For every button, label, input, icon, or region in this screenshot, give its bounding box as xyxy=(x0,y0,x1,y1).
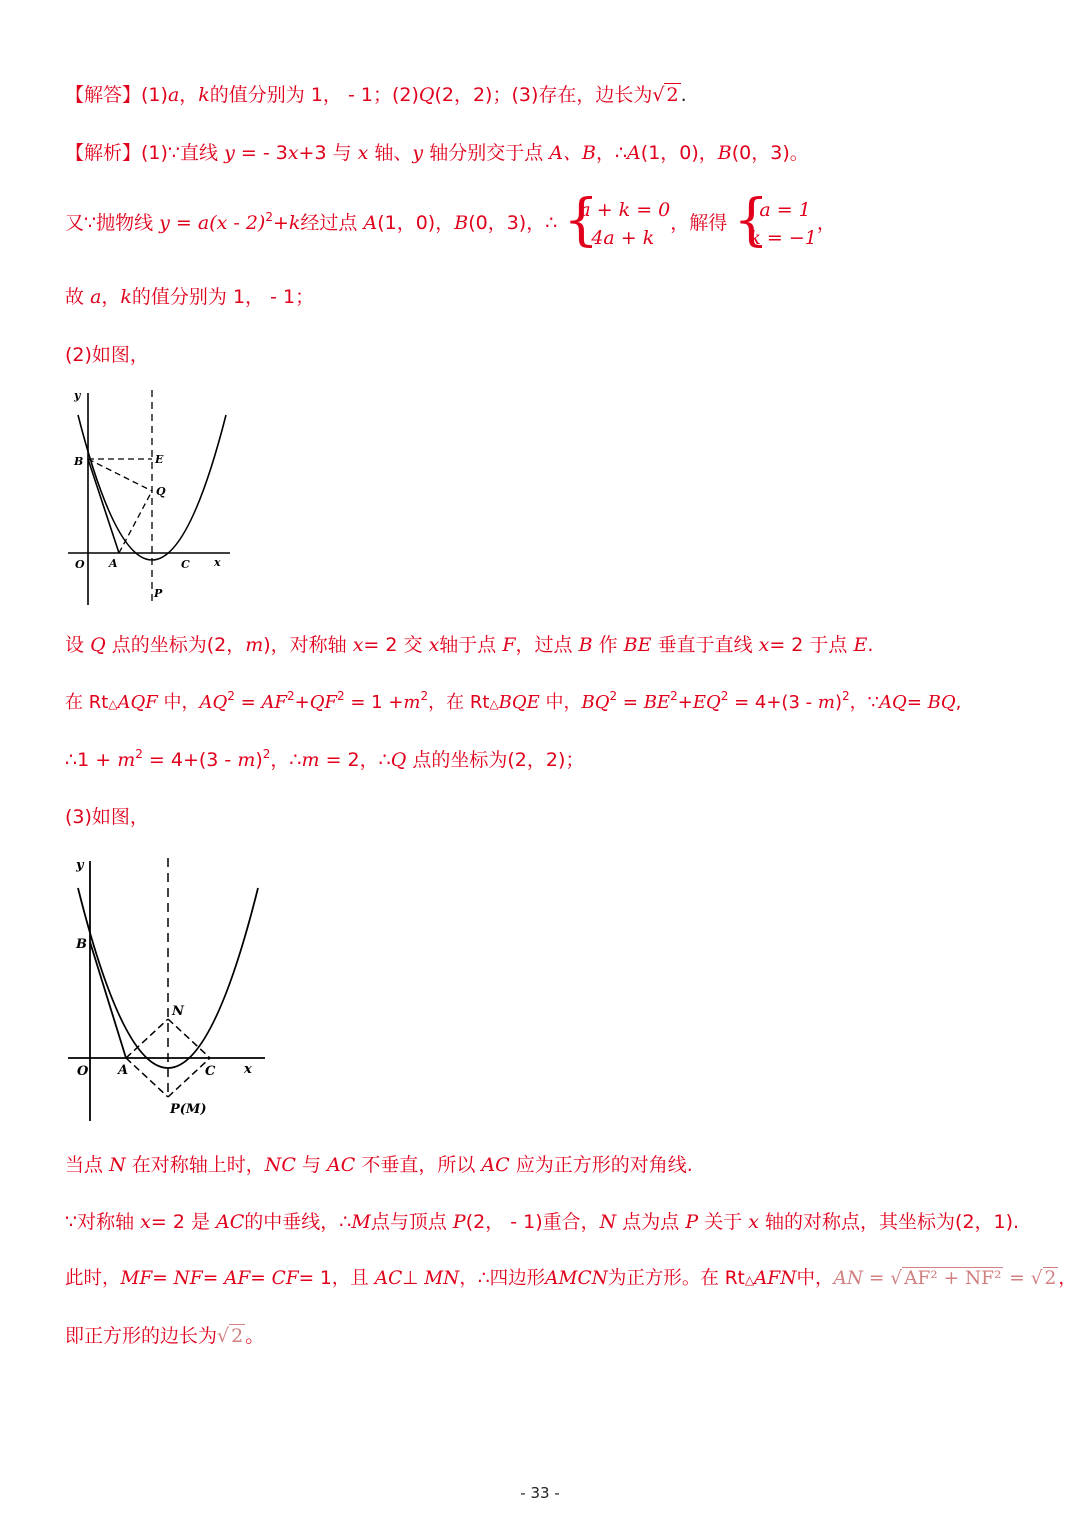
text: (1，0)， xyxy=(377,212,455,234)
text: + xyxy=(677,692,693,713)
text: 轴于点 xyxy=(439,634,497,656)
label-A: A xyxy=(109,557,118,570)
var: B xyxy=(578,634,593,656)
text: = 1，且 xyxy=(298,1268,369,1289)
text: 的值分别为 1， - 1； xyxy=(131,286,315,308)
label-y: y xyxy=(74,389,81,402)
var: AQ xyxy=(879,692,907,713)
analysis-line11 xyxy=(65,1265,1077,1294)
text: ， xyxy=(179,84,199,106)
text: 中， xyxy=(796,1268,834,1289)
var: m xyxy=(301,749,320,771)
radicand: 2 xyxy=(666,84,679,106)
analysis-line12 xyxy=(65,1322,264,1350)
text: 点与顶点 xyxy=(370,1211,447,1233)
text: 中， xyxy=(545,692,582,713)
var: x xyxy=(287,142,299,164)
text: 故 xyxy=(65,286,85,308)
analysis-line6 xyxy=(65,689,961,718)
text: 点的坐标为(2，2)； xyxy=(412,749,585,771)
var: BE xyxy=(623,634,652,656)
var: BQ xyxy=(581,692,610,713)
text: = 2 是 xyxy=(150,1211,210,1233)
var: m xyxy=(117,749,136,771)
var: m xyxy=(237,749,256,771)
segment-AM xyxy=(126,1058,168,1097)
var: MN xyxy=(424,1268,460,1289)
equation-system-1 xyxy=(563,187,671,253)
var: x xyxy=(428,634,440,656)
label-A: A xyxy=(118,1063,129,1078)
triangle-icon: △ xyxy=(489,697,499,711)
text: ，解得 xyxy=(670,212,728,234)
text: = 2 于点 xyxy=(769,634,848,656)
var: N xyxy=(599,1211,617,1233)
analysis-tag: 【解析】 xyxy=(65,142,142,164)
brace-icon: { xyxy=(733,187,769,253)
var: A xyxy=(363,212,378,234)
text: 在对称轴上时， xyxy=(131,1154,265,1176)
part2-heading: (2)如图， xyxy=(65,344,149,366)
text: (1，0)， xyxy=(640,142,718,164)
var: AC xyxy=(216,1211,245,1233)
text: ， xyxy=(1058,1268,1077,1289)
text: ，∴四边形 xyxy=(459,1268,546,1289)
text: = 4+(3 - xyxy=(148,749,232,771)
var: AC xyxy=(327,1154,356,1176)
text: 作 xyxy=(598,634,618,656)
figure-1 xyxy=(60,385,240,610)
text: 又∵抛物线 xyxy=(65,212,154,234)
label-E: E xyxy=(155,453,164,466)
label-y: y xyxy=(76,858,84,873)
system-row: 4a + k xyxy=(591,226,655,249)
sqrt-expression: √ AF² + NF² xyxy=(890,1268,1002,1289)
answer-tag: 【解答】 xyxy=(65,84,142,106)
var: BQ xyxy=(927,692,956,713)
var: B xyxy=(717,142,732,164)
label-P: P xyxy=(154,587,163,600)
var: QF xyxy=(309,692,337,713)
analysis-line7 xyxy=(65,746,584,774)
label-x: x xyxy=(214,556,221,569)
text: 应为正方形的对角线. xyxy=(515,1154,693,1176)
exponent: 2 xyxy=(420,689,429,703)
var: BE xyxy=(643,692,671,713)
label-B: B xyxy=(74,455,84,468)
label-Q: Q xyxy=(156,485,166,498)
analysis-line9 xyxy=(65,1151,693,1179)
text: ) xyxy=(255,749,263,771)
text: 不垂直，所以 xyxy=(361,1154,476,1176)
var: x xyxy=(140,1211,151,1233)
exponent: 2 xyxy=(670,689,678,703)
radicand: 2 xyxy=(1044,1268,1057,1289)
var: m xyxy=(245,634,264,656)
var: AFN xyxy=(754,1268,797,1289)
sqrt-2: √ 2 xyxy=(652,84,679,106)
sqrt-2: √ 2 xyxy=(1030,1268,1057,1289)
var: A、B xyxy=(549,142,596,164)
text: (0，3)，∴ xyxy=(468,212,558,234)
figure-2 xyxy=(60,853,275,1123)
var: AQF xyxy=(117,692,158,713)
var-a: a xyxy=(167,84,180,106)
text: = xyxy=(240,692,256,713)
var: E xyxy=(853,634,868,656)
text: +3 与 xyxy=(298,142,352,164)
text: 为正方形。在 Rt xyxy=(607,1268,745,1289)
var: y xyxy=(412,142,424,164)
segment-BA xyxy=(90,942,126,1058)
text: (2， - 1)重合， xyxy=(465,1211,600,1233)
text: = 2，∴ xyxy=(325,749,391,771)
text: 轴、 xyxy=(374,142,413,164)
triangle-icon: △ xyxy=(744,1273,755,1287)
answer-end: . xyxy=(680,84,687,106)
text: ∵对称轴 xyxy=(65,1211,135,1233)
text: 关于 xyxy=(704,1211,743,1233)
exponent: 2 xyxy=(336,689,345,703)
page-number: - 33 - xyxy=(520,1484,560,1502)
text: ，∴ xyxy=(595,142,628,164)
text: 中， xyxy=(163,692,200,713)
text: = 1 + xyxy=(350,692,404,713)
text: 此时， xyxy=(65,1268,121,1289)
answer-line xyxy=(65,81,687,109)
text: = - 3 xyxy=(240,142,288,164)
answer-text1: 的值分别为 1， - 1；(2) xyxy=(209,84,419,106)
text: , xyxy=(955,692,962,713)
text: ， xyxy=(101,286,121,308)
exponent: 2 xyxy=(720,689,729,703)
text: )，对称轴 xyxy=(263,634,347,656)
label-PM: P(M) xyxy=(170,1102,207,1117)
text: = xyxy=(906,692,922,713)
var: P xyxy=(685,1211,699,1233)
var: F xyxy=(502,634,516,656)
exponent: 2 xyxy=(262,747,271,761)
exponent: 2 xyxy=(286,689,295,703)
equation: MF= NF= AF= CF xyxy=(120,1268,299,1289)
analysis-line1 xyxy=(65,139,809,167)
var: NC xyxy=(264,1154,296,1176)
exponent: 2 xyxy=(265,210,273,224)
radicand: AF² + NF² xyxy=(904,1268,1002,1289)
var: x xyxy=(758,634,770,656)
text: ) xyxy=(834,692,842,713)
label-O: O xyxy=(77,1064,89,1079)
var: BQE xyxy=(498,692,540,713)
radicand: 2 xyxy=(231,1325,244,1347)
brace-icon: { xyxy=(563,187,599,253)
text: (0，3)。 xyxy=(731,142,809,164)
var: x xyxy=(357,142,369,164)
text: = 2 交 xyxy=(363,634,423,656)
text: 即正方形的边长为 xyxy=(65,1325,218,1347)
answer-part1: (1) xyxy=(141,84,168,106)
system-row: k = −1 xyxy=(749,226,817,249)
text: 设 xyxy=(65,634,85,656)
var: AMCN xyxy=(545,1268,608,1289)
var-Q: Q xyxy=(418,84,435,106)
var: y xyxy=(224,142,235,164)
analysis-line3 xyxy=(65,283,314,311)
text: 的中垂线，∴ xyxy=(244,1211,352,1233)
text: + xyxy=(294,692,310,713)
var: Q xyxy=(90,634,106,656)
text: ，∵ xyxy=(849,692,880,713)
text: 与 xyxy=(301,1154,321,1176)
var: A xyxy=(627,142,641,164)
equation: y = a(x - 2) xyxy=(159,212,266,234)
label-O: O xyxy=(75,558,85,571)
text: = xyxy=(622,692,638,713)
var: AQ xyxy=(199,692,228,713)
triangle-icon: △ xyxy=(108,697,118,711)
text: 垂直于直线 xyxy=(657,634,753,656)
analysis-line2 xyxy=(65,187,836,253)
equation: AN = xyxy=(833,1268,885,1289)
text: ⊥ xyxy=(402,1268,419,1289)
var-k: k xyxy=(198,84,210,106)
var: AC xyxy=(481,1154,510,1176)
text: ，在 Rt xyxy=(428,692,490,713)
var: m xyxy=(817,692,835,713)
var: m xyxy=(403,692,421,713)
analysis-line10 xyxy=(65,1208,1019,1236)
text: 在 Rt xyxy=(65,692,109,713)
text: 点的坐标为(2， xyxy=(111,634,246,656)
analysis-line5 xyxy=(65,631,873,659)
var: Q xyxy=(390,749,407,771)
text: 。 xyxy=(245,1325,265,1347)
text: ，过点 xyxy=(515,634,573,656)
exponent: 2 xyxy=(227,689,235,703)
text: = 4+(3 - xyxy=(734,692,813,713)
text: ∴1 + xyxy=(65,749,112,771)
system-row: a + k = 0 xyxy=(579,198,671,221)
text: + xyxy=(272,212,289,234)
label-C: C xyxy=(205,1064,216,1079)
text: 轴的对称点，其坐标为(2，1). xyxy=(765,1211,1020,1233)
text: ，∴ xyxy=(270,749,302,771)
text: 轴分别交于点 xyxy=(429,142,544,164)
var: x xyxy=(748,1211,759,1233)
var: M xyxy=(351,1211,371,1233)
var: x xyxy=(352,634,364,656)
var: AF xyxy=(261,692,287,713)
var: N xyxy=(109,1154,126,1176)
equation-system-2 xyxy=(733,187,817,253)
var: k xyxy=(120,286,132,308)
label-B: B xyxy=(76,937,87,952)
text: = xyxy=(1009,1268,1025,1289)
text: ， xyxy=(816,212,836,234)
exponent: 2 xyxy=(609,689,618,703)
var: EQ xyxy=(692,692,721,713)
segment-MC xyxy=(168,1058,210,1097)
var: a xyxy=(90,286,102,308)
text: 经过点 xyxy=(300,212,358,234)
label-C: C xyxy=(181,558,190,571)
var: B xyxy=(454,212,469,234)
sqrt-2: √ 2 xyxy=(217,1325,244,1347)
label-x: x xyxy=(244,1062,252,1077)
text: 点为点 xyxy=(622,1211,680,1233)
text: . xyxy=(867,634,874,656)
var: P xyxy=(452,1211,466,1233)
label-N: N xyxy=(172,1004,184,1019)
var: AC xyxy=(374,1268,403,1289)
system-row: a = 1 xyxy=(759,198,811,221)
exponent: 2 xyxy=(841,689,850,703)
segment-AQ xyxy=(119,491,152,553)
part3-heading: (3)如图， xyxy=(65,806,149,828)
var: k xyxy=(288,212,301,234)
exponent: 2 xyxy=(135,747,143,761)
text: 当点 xyxy=(65,1154,104,1176)
answer-text2: (2，2)；(3)存在，边长为 xyxy=(434,84,653,106)
segment-BA xyxy=(88,459,119,553)
text: (1)∵直线 xyxy=(141,142,219,164)
